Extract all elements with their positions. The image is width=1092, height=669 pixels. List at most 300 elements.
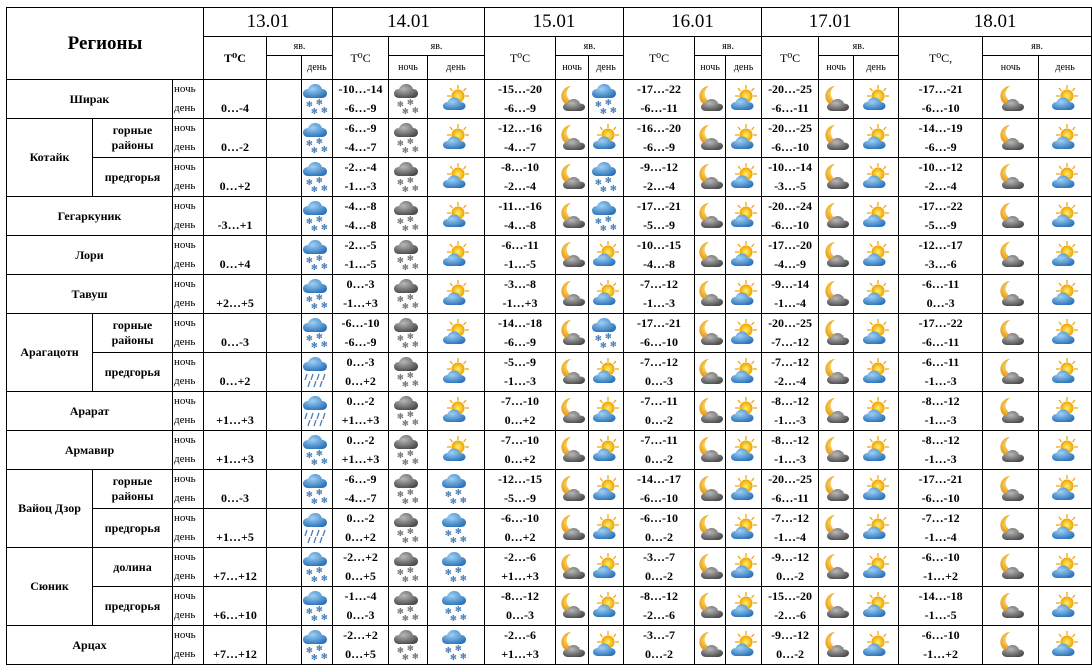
temperature-range	[333, 431, 389, 470]
dark-cloud-snow-icon	[389, 431, 428, 470]
temperature-range	[624, 275, 695, 314]
svg-text:✻: ✻	[397, 139, 404, 148]
day-temp: -2…-4	[774, 374, 807, 388]
svg-text:✻: ✻	[455, 566, 462, 575]
svg-text:✻: ✻	[397, 646, 404, 655]
night-day-label	[173, 470, 204, 509]
day-temp: -6…-10	[640, 335, 679, 349]
dark-cloud-snow-icon	[389, 197, 428, 236]
temperature-range	[899, 587, 983, 626]
night-temp: -10…-12	[918, 160, 963, 174]
moon-cloud-icon	[695, 587, 726, 626]
moon-cloud-icon	[983, 626, 1039, 665]
svg-text:✻: ✻	[407, 254, 414, 263]
svg-text:✻: ✻	[407, 176, 414, 185]
moon-cloud-icon	[695, 158, 726, 197]
region-name: Гегаркуник	[7, 197, 173, 236]
day-temp: -1…-5	[504, 257, 537, 271]
day-temp: 0…+2	[345, 530, 376, 544]
day-temp: -6…-10	[921, 101, 960, 115]
sun-cloud-icon	[726, 392, 762, 431]
svg-text:✻: ✻	[407, 449, 414, 458]
temperature-range	[762, 626, 819, 665]
moon-cloud-icon	[556, 158, 589, 197]
moon-cloud-icon	[983, 197, 1039, 236]
day-temp: 0…+2	[345, 374, 376, 388]
moon-cloud-icon	[819, 80, 854, 119]
svg-text:✻: ✻	[306, 256, 313, 265]
date-header-14: 14.01	[333, 8, 485, 37]
svg-text:✻: ✻	[316, 137, 323, 146]
day-temp: -6…-11	[921, 335, 960, 349]
svg-text:✻: ✻	[311, 458, 318, 467]
date-header-15: 15.01	[485, 8, 624, 37]
svg-text:✻: ✻	[321, 574, 328, 583]
night-temp: -8…-12	[640, 589, 679, 603]
night-temp: -14…-19	[918, 121, 963, 135]
night-day-label	[173, 431, 204, 470]
svg-text:✻: ✻	[397, 529, 404, 538]
dark-cloud-snow-icon	[389, 236, 428, 275]
moon-cloud-icon	[695, 314, 726, 353]
temperature-range	[485, 548, 556, 587]
day-temp: 0…+4	[219, 257, 251, 271]
moon-cloud-icon	[983, 236, 1039, 275]
moon-cloud-icon	[983, 392, 1039, 431]
svg-text:✻: ✻	[316, 644, 323, 653]
empty-cell	[267, 392, 302, 431]
day-temp: -6…-9	[344, 335, 377, 349]
svg-text:✻: ✻	[407, 371, 414, 380]
sun-cloud-icon	[1039, 119, 1092, 158]
sun-cloud-icon	[854, 587, 899, 626]
region-name: Арцах	[7, 626, 173, 665]
temperature-range	[333, 470, 389, 509]
day-temp: -1…-3	[924, 452, 957, 466]
svg-text:✻: ✻	[321, 106, 328, 115]
snow-cloud-icon	[428, 548, 485, 587]
night-temp: -9…-14	[771, 277, 810, 291]
moon-cloud-icon	[983, 119, 1039, 158]
temperature-range	[899, 626, 983, 665]
moon-cloud-icon	[695, 626, 726, 665]
temp-header: T⁰C	[485, 37, 556, 80]
svg-text:✻: ✻	[402, 263, 409, 272]
moon-cloud-icon	[695, 548, 726, 587]
dark-cloud-snow-icon	[389, 275, 428, 314]
day-temp: 0…+2	[504, 452, 536, 466]
day-temp: -2…-6	[774, 608, 807, 622]
svg-text:✻: ✻	[407, 332, 414, 341]
temperature-range	[899, 314, 983, 353]
svg-text:✻: ✻	[306, 646, 313, 655]
svg-text:✻: ✻	[311, 185, 318, 194]
day-temp: 0…+2	[504, 530, 536, 544]
date-header-13: 13.01	[204, 8, 333, 37]
empty-cell	[267, 353, 302, 392]
date-header-17: 17.01	[762, 8, 899, 37]
moon-cloud-icon	[695, 236, 726, 275]
night-temp: -8…-12	[501, 589, 540, 603]
day-temp: +1…+3	[501, 647, 539, 661]
svg-text:✻: ✻	[316, 449, 323, 458]
svg-text:✻: ✻	[316, 254, 323, 263]
svg-text:✻: ✻	[402, 419, 409, 428]
moon-cloud-icon	[556, 509, 589, 548]
day-temp: -3…-5	[774, 179, 807, 193]
svg-text:✻: ✻	[397, 373, 404, 382]
svg-text:✻: ✻	[306, 568, 313, 577]
night-day-label	[173, 314, 204, 353]
moon-cloud-icon	[983, 587, 1039, 626]
sun-cloud-icon	[726, 314, 762, 353]
moon-cloud-icon	[556, 314, 589, 353]
svg-text:✻: ✻	[412, 457, 419, 466]
day-temp: +1…+3	[216, 413, 254, 427]
date-header-16: 16.01	[624, 8, 762, 37]
temperature-range	[485, 158, 556, 197]
moon-cloud-icon	[556, 392, 589, 431]
svg-text:✻: ✻	[311, 107, 318, 116]
night-label: ночь	[174, 278, 196, 290]
sun-cloud-icon	[1039, 80, 1092, 119]
day-temp: 0…-3	[645, 374, 674, 388]
day-temp: +1…+3	[501, 569, 539, 583]
svg-text:✻: ✻	[445, 529, 452, 538]
day-header: день	[1039, 56, 1092, 80]
night-label: ночь	[174, 317, 196, 329]
table-row	[7, 158, 1092, 197]
svg-text:✻: ✻	[412, 145, 419, 154]
sun-cloud-icon	[428, 431, 485, 470]
snow-cloud-icon	[589, 80, 624, 119]
temperature-range	[485, 626, 556, 665]
svg-text:✻: ✻	[306, 607, 313, 616]
snow-cloud-icon	[302, 236, 333, 275]
night-temp: -20…-24	[768, 199, 813, 213]
svg-text:✻: ✻	[397, 217, 404, 226]
snow-cloud-icon	[302, 587, 333, 626]
day-temp: -1…+2	[923, 569, 958, 583]
sun-cloud-icon	[726, 509, 762, 548]
night-header: ночь	[819, 56, 854, 80]
moon-cloud-icon	[819, 509, 854, 548]
day-temp: 0…-2	[645, 452, 674, 466]
temperature-range	[624, 548, 695, 587]
night-temp: -15…-20	[498, 82, 543, 96]
day-temp: -6…-10	[640, 491, 679, 505]
temperature-range	[762, 275, 819, 314]
day-temp: 0…-2	[776, 569, 805, 583]
sun-cloud-icon	[854, 80, 899, 119]
day-temp: -1…+2	[923, 647, 958, 661]
svg-text:✻: ✻	[311, 263, 318, 272]
snow-cloud-icon	[589, 314, 624, 353]
sun-cloud-icon	[854, 236, 899, 275]
moon-cloud-icon	[983, 431, 1039, 470]
svg-text:✻: ✻	[316, 215, 323, 224]
day-temp: -4…-7	[504, 140, 537, 154]
night-day-label	[173, 353, 204, 392]
day-temp: 0…-2	[645, 413, 674, 427]
night-temp: -6…-11	[921, 277, 960, 291]
night-temp: -10…-14	[338, 82, 383, 96]
temperature-range	[624, 626, 695, 665]
night-temp: -20…-25	[768, 472, 813, 486]
phen-header: яв.	[267, 37, 333, 56]
svg-text:✻: ✻	[595, 178, 602, 187]
snow-cloud-icon	[302, 548, 333, 587]
temperature-range	[762, 80, 819, 119]
svg-text:✻: ✻	[402, 185, 409, 194]
sun-cloud-icon	[726, 431, 762, 470]
day-temp: 0…+5	[345, 569, 376, 583]
night-temp: -20…-25	[768, 82, 813, 96]
day-label: день	[174, 531, 196, 543]
night-temp: -17…-21	[918, 82, 963, 96]
dark-cloud-snow-icon	[389, 587, 428, 626]
night-label: ночь	[174, 473, 196, 485]
night-temp: -20…-25	[768, 316, 813, 330]
temperature-range	[624, 392, 695, 431]
night-temp: -16…-20	[637, 121, 682, 135]
snow-cloud-icon	[302, 314, 333, 353]
day-label: день	[174, 375, 196, 387]
night-temp: -8…-10	[501, 160, 540, 174]
svg-text:✻: ✻	[321, 145, 328, 154]
day-temp: -1…-4	[774, 296, 807, 310]
table-row	[7, 80, 1092, 119]
night-header: ночь	[556, 56, 589, 80]
subregion-name: предгорья	[93, 587, 173, 626]
svg-text:✻: ✻	[321, 301, 328, 310]
table-row	[7, 509, 1092, 548]
temperature-range	[624, 353, 695, 392]
phen-header: яв.	[389, 37, 485, 56]
moon-cloud-icon	[556, 548, 589, 587]
subregion-name: горные районы	[93, 314, 173, 353]
day-temp: +7…+12	[213, 569, 257, 583]
sun-cloud-icon	[428, 80, 485, 119]
sun-cloud-icon	[589, 119, 624, 158]
day-temp: -6…-10	[921, 491, 960, 505]
day-temp: 0…-2	[221, 140, 249, 154]
sun-cloud-icon	[1039, 197, 1092, 236]
snow-cloud-icon	[302, 431, 333, 470]
svg-text:✻: ✻	[397, 178, 404, 187]
temperature-range	[762, 431, 819, 470]
day-temp: -6…-9	[504, 335, 537, 349]
svg-text:✻: ✻	[407, 644, 414, 653]
svg-text:✻: ✻	[321, 184, 328, 193]
svg-text:✻: ✻	[316, 98, 323, 107]
day-temp: -2…-4	[643, 179, 676, 193]
day-label: день	[174, 648, 196, 660]
region-name: Армавир	[7, 431, 173, 470]
table-row	[7, 548, 1092, 587]
svg-text:✻: ✻	[397, 451, 404, 460]
day-temp: -6…-9	[504, 101, 537, 115]
temperature-range	[899, 509, 983, 548]
day-temp: +1…+3	[341, 452, 380, 466]
temperature-range	[485, 236, 556, 275]
temperature-range	[762, 392, 819, 431]
svg-text:✻: ✻	[311, 146, 318, 155]
svg-text:✻: ✻	[316, 488, 323, 497]
svg-text:✻: ✻	[412, 574, 419, 583]
night-day-label	[173, 548, 204, 587]
temperature-range	[333, 80, 389, 119]
night-label: ночь	[174, 551, 196, 563]
snow-cloud-icon	[428, 587, 485, 626]
night-temp: -8…-12	[771, 394, 810, 408]
subregion-name: предгорья	[93, 509, 173, 548]
empty-cell	[267, 626, 302, 665]
sun-cloud-icon	[726, 353, 762, 392]
day-temp: +1…+3	[216, 452, 254, 466]
svg-text:✻: ✻	[306, 490, 313, 499]
temperature-range	[333, 353, 389, 392]
moon-cloud-icon	[819, 548, 854, 587]
night-temp: -10…-14	[768, 160, 813, 174]
svg-text:✻: ✻	[460, 535, 467, 544]
temperature-range	[333, 236, 389, 275]
night-temp: -3…-7	[643, 550, 676, 564]
temperature-range	[624, 80, 695, 119]
night-temp: -7…-12	[640, 355, 679, 369]
svg-text:✻: ✻	[460, 613, 467, 622]
svg-text:✻: ✻	[595, 100, 602, 109]
day-temp: 0…-2	[645, 647, 674, 661]
sun-cloud-icon	[428, 119, 485, 158]
table-row	[7, 353, 1092, 392]
day-temp: 0…-2	[645, 530, 674, 544]
day-temp: -1…-3	[924, 374, 957, 388]
day-label: день	[174, 570, 196, 582]
night-temp: -6…-10	[341, 316, 380, 330]
temperature-range	[624, 119, 695, 158]
day-temp: 0…-3	[506, 608, 535, 622]
table-row	[7, 626, 1092, 665]
empty-cell	[267, 587, 302, 626]
day-temp: -1…-3	[504, 374, 537, 388]
day-temp: -6…-11	[640, 101, 678, 115]
svg-text:✻: ✻	[407, 215, 414, 224]
night-day-label	[173, 80, 204, 119]
day-label: день	[174, 297, 196, 309]
temperature-range	[899, 548, 983, 587]
snow-cloud-icon	[302, 158, 333, 197]
day-temp: 0…+2	[219, 374, 251, 388]
temperature-range	[899, 431, 983, 470]
svg-text:✻: ✻	[450, 497, 457, 506]
dark-cloud-snow-icon	[389, 548, 428, 587]
night-temp: 0…-3	[346, 355, 375, 369]
region-name: Тавуш	[7, 275, 173, 314]
temperature-range	[899, 470, 983, 509]
snow-cloud-icon	[302, 626, 333, 665]
temperature-range	[333, 119, 389, 158]
subregion-name: долина	[93, 548, 173, 587]
dark-cloud-snow-icon	[389, 509, 428, 548]
sun-cloud-icon	[589, 587, 624, 626]
moon-cloud-icon	[695, 275, 726, 314]
sun-cloud-icon	[854, 197, 899, 236]
day-label: день	[174, 609, 196, 621]
table-row	[7, 236, 1092, 275]
table-row	[7, 275, 1092, 314]
sun-cloud-icon	[854, 548, 899, 587]
day-temp: 0…-3	[926, 296, 955, 310]
moon-cloud-icon	[983, 509, 1039, 548]
night-temp: -8…-12	[771, 433, 810, 447]
day-temp: +7…+12	[213, 647, 257, 661]
phen-header: яв.	[556, 37, 624, 56]
svg-text:✻: ✻	[306, 100, 313, 109]
temperature-range	[485, 119, 556, 158]
night-temp: -10…-15	[637, 238, 682, 252]
day-temp: -6…-9	[344, 101, 377, 115]
svg-text:✻: ✻	[402, 497, 409, 506]
temperature-range	[624, 197, 695, 236]
svg-text:✻: ✻	[397, 568, 404, 577]
day-temp: -5…-9	[504, 491, 537, 505]
svg-text:✻: ✻	[407, 488, 414, 497]
night-day-label	[173, 158, 204, 197]
night-temp: -14…-18	[498, 316, 543, 330]
day-temp: -1…-3	[344, 179, 377, 193]
svg-text:✻: ✻	[600, 185, 607, 194]
sun-cloud-icon	[589, 236, 624, 275]
sun-cloud-icon	[1039, 548, 1092, 587]
svg-text:✻: ✻	[402, 146, 409, 155]
svg-text:✻: ✻	[610, 106, 617, 115]
temperature-range	[624, 431, 695, 470]
sun-cloud-icon	[1039, 392, 1092, 431]
moon-cloud-icon	[556, 119, 589, 158]
dark-cloud-snow-icon	[389, 119, 428, 158]
svg-text:✻: ✻	[445, 646, 452, 655]
sun-cloud-icon	[1039, 236, 1092, 275]
temp-header: T⁰C	[624, 37, 695, 80]
day-temp: -1…-5	[924, 608, 957, 622]
moon-cloud-icon	[556, 353, 589, 392]
dark-cloud-snow-icon	[389, 626, 428, 665]
temperature-range	[485, 275, 556, 314]
moon-cloud-icon	[695, 392, 726, 431]
day-header: день	[854, 56, 899, 80]
sun-cloud-icon	[428, 275, 485, 314]
temperature-range	[762, 470, 819, 509]
night-label: ночь	[174, 239, 196, 251]
night-temp: -5…-9	[504, 355, 537, 369]
region-name: Ширак	[7, 80, 173, 119]
svg-text:✻: ✻	[460, 574, 467, 583]
sun-cloud-icon	[854, 470, 899, 509]
day-temp: 0…+2	[504, 413, 536, 427]
svg-text:✻: ✻	[412, 184, 419, 193]
day-temp: -6…-10	[771, 140, 810, 154]
svg-text:✻: ✻	[412, 613, 419, 622]
svg-text:✻: ✻	[412, 340, 419, 349]
snow-cloud-icon	[589, 158, 624, 197]
moon-cloud-icon	[819, 392, 854, 431]
night-temp: -6…-11	[501, 238, 539, 252]
svg-text:✻: ✻	[311, 497, 318, 506]
day-temp: -1…-4	[774, 530, 807, 544]
sun-cloud-icon	[428, 236, 485, 275]
moon-cloud-icon	[556, 431, 589, 470]
